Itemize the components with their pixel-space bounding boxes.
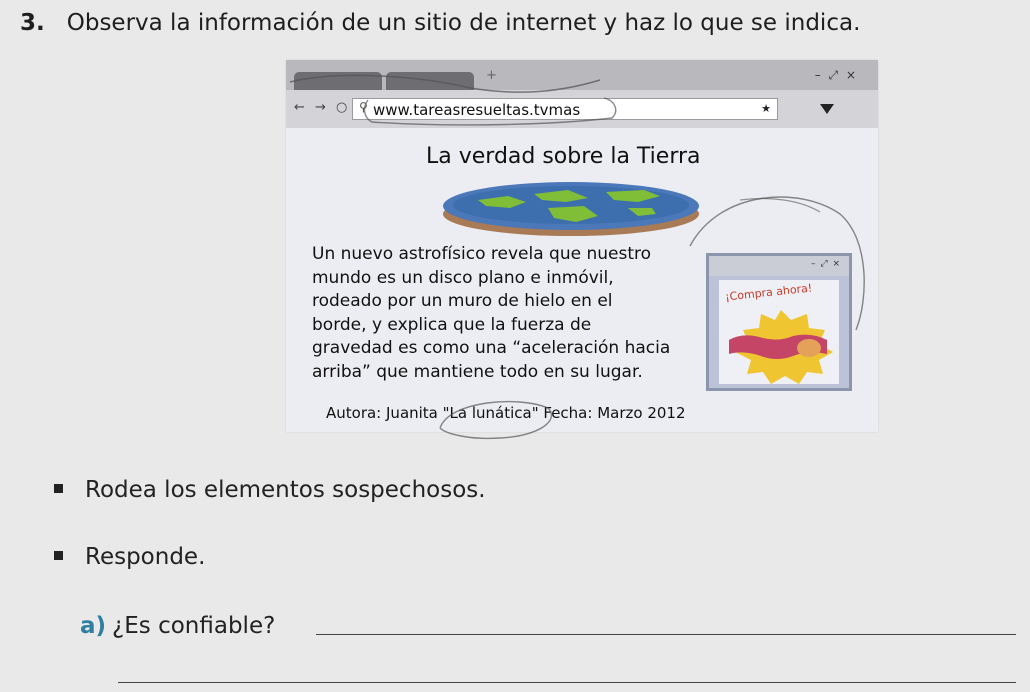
article-title: La verdad sobre la Tierra <box>426 144 701 169</box>
instruction-text: Rodea los elementos sospechosos. <box>85 477 486 503</box>
ad-text: ¡Compra ahora! <box>724 281 813 304</box>
window-controls: – ⤢ × <box>814 68 858 82</box>
article-line: rodeado por un muro de hielo en el <box>312 291 613 311</box>
question-number: 3. <box>20 10 45 36</box>
popup-ad-window <box>706 253 852 391</box>
url-field <box>352 98 778 120</box>
answer-line[interactable] <box>316 634 1016 635</box>
tab-bar <box>286 60 878 90</box>
question-text: Observa la información de un sitio de internet y haz lo que se indica. <box>66 10 861 36</box>
instruction-respond <box>54 544 205 570</box>
question-a <box>80 613 275 639</box>
question-heading <box>20 10 860 36</box>
question-a-text: ¿Es confiable? <box>112 613 276 639</box>
bookmark-star-icon: ★ <box>761 102 771 115</box>
question-a-label: a) <box>80 613 107 639</box>
bullet-square-icon <box>54 484 63 493</box>
flat-earth-disc-image <box>438 178 704 240</box>
navigation-arrows-icon: ← → ○ <box>294 100 351 115</box>
menu-triangle-icon <box>820 104 834 114</box>
browser-tab <box>386 72 474 90</box>
bullet-square-icon <box>54 551 63 560</box>
answer-line[interactable] <box>118 682 1016 683</box>
article-line: gravedad es como una “aceleración hacia <box>312 338 671 358</box>
search-icon: ⚲ <box>359 100 368 114</box>
browser-tab <box>294 72 382 90</box>
ad-product-image <box>723 306 839 386</box>
instruction-circle-suspicious <box>54 477 486 503</box>
popup-window-controls: – ⤢ × <box>811 259 841 269</box>
address-bar <box>286 90 878 128</box>
article-line: arriba” que mantiene todo en su lugar. <box>312 361 643 382</box>
article-line: borde, y explica que la fuerza de <box>312 314 592 335</box>
popup-title-bar <box>709 256 849 276</box>
article-line: Un nuevo astrofísico revela que nuestro <box>312 244 652 264</box>
instruction-text: Responde. <box>85 544 206 570</box>
article-author-date: Autora: Juanita "La lunática" Fecha: Marzo 2012 <box>326 404 686 422</box>
url-text: www.tareasresueltas.tvmas <box>373 101 581 119</box>
new-tab-icon: + <box>486 68 497 83</box>
article-body <box>312 243 712 384</box>
article-line: mundo es un disco plano e inmóvil, <box>312 267 614 288</box>
